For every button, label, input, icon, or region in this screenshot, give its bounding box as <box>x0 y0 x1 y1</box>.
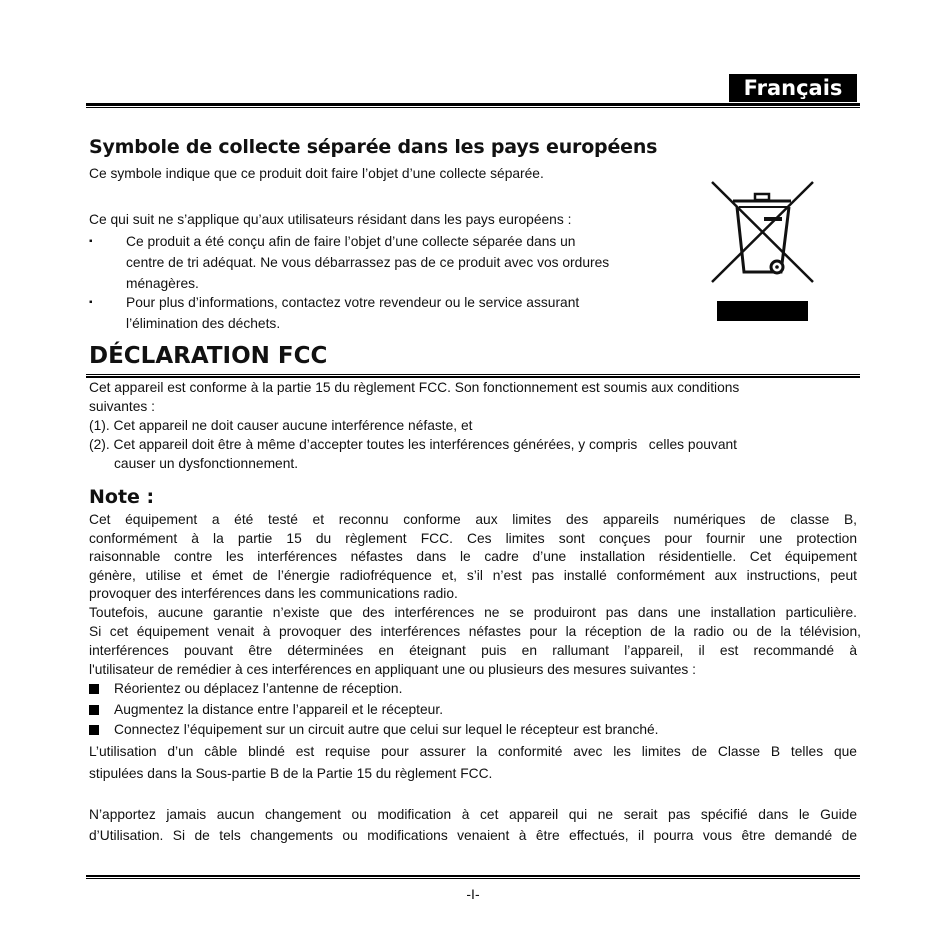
cable-line-1: L’utilisation d’un câble blindé est requise pour assurer la conformité avec les limites de Classe B telles que <box>89 744 857 759</box>
weee-bullet-1-line-1: Ce produit a été conçu afin de faire l’objet d’une collecte séparée dans un <box>126 234 576 249</box>
note-p1-line-4: génère, utilise et émet de l’énergie radiofréquence et, s’il n’est pas installé conformément aux instructions, peut <box>89 568 857 583</box>
crossed-out-wheelie-bin-icon <box>709 179 817 324</box>
fcc-line-2: suivantes : <box>89 399 155 414</box>
measure-1: Réorientez ou déplacez l’antenne de réception. <box>114 681 403 696</box>
note-p1-line-3: raisonnable contre les interférences néfastes dans le cadre d’une installation résidentielle. Cet équipement <box>89 549 857 564</box>
fcc-heading: DÉCLARATION FCC <box>89 343 328 369</box>
note-heading: Note : <box>89 486 155 508</box>
measure-3: Connectez l’équipement sur un circuit autre que celui sur lequel le récepteur est branché. <box>114 722 659 737</box>
weee-heading: Symbole de collecte séparée dans les pays européens <box>89 136 658 158</box>
fcc-line-3: (1). Cet appareil ne doit causer aucune interférence néfaste, et <box>89 418 473 433</box>
changes-line-1: N’apportez jamais aucun changement ou modification à cet appareil qui ne serait pas spécifié dans le Guide <box>89 807 857 822</box>
weee-bullet-1-line-2: centre de tri adéquat. Ne vous débarrassez pas de ce produit avec vos ordures <box>126 255 610 270</box>
square-bullet-icon <box>89 705 99 715</box>
bullet-marker: ▪ <box>89 236 93 247</box>
fcc-line-5: causer un dysfonctionnement. <box>114 456 299 471</box>
note-p2-line-1: Toutefois, aucune garantie n’existe que des interférences ne se produiront pas dans une installation particulière. <box>89 605 857 620</box>
note-p1-line-5: provoquer des interférences dans les communications radio. <box>89 586 458 601</box>
weee-applies: Ce qui suit ne s’applique qu’aux utilisateurs résidant dans les pays européens : <box>89 212 572 227</box>
changes-line-2: d’Utilisation. Si de tels changements ou modifications venaient à être effectués, il pourra vous être demandé de <box>89 828 857 843</box>
header-rule <box>86 103 860 106</box>
fcc-line-4: (2). Cet appareil doit être à même d’accepter toutes les interférences générées, y compris celles pouvant <box>89 437 738 452</box>
page-number: -I- <box>466 886 480 902</box>
language-label: Français <box>729 74 857 102</box>
cable-line-2: stipulées dans la Sous-partie B de la Partie 15 du règlement FCC. <box>89 766 493 781</box>
fcc-line-1: Cet appareil est conforme à la partie 15 du règlement FCC. Son fonctionnement est soumis aux conditions <box>89 380 740 395</box>
footer-rule <box>86 875 860 877</box>
bullet-marker: ▪ <box>89 297 93 308</box>
note-p2-line-2: Si cet équipement venait à provoquer des interférences néfastes pour la réception de la radio ou de la télévision, <box>89 624 861 639</box>
header-rule-thin <box>86 107 860 108</box>
note-p1-line-2: conformément à la partie 15 du règlement FCC. Ces limites sont conçues pour fournir une protection <box>89 531 857 546</box>
measure-2: Augmentez la distance entre l’appareil et le récepteur. <box>114 702 444 717</box>
fcc-rule <box>86 374 860 375</box>
note-p1-line-1: Cet équipement a été testé et reconnu conforme aux limites des appareils numériques de classe B, <box>89 512 857 527</box>
weee-intro: Ce symbole indique que ce produit doit faire l’objet d’une collecte séparée. <box>89 166 544 181</box>
weee-bullet-2-line-2: l’élimination des déchets. <box>126 316 281 331</box>
note-p2-line-4: l'utilisateur de remédier à ces interférences en appliquant une ou plusieurs des mesures suivantes : <box>89 662 696 677</box>
footer-rule-thin <box>86 878 860 879</box>
note-p2-line-3: interférences pouvant être déterminées en éteignant puis en rallumant l’appareil, il est recommandé à <box>89 643 857 658</box>
weee-bullet-1-line-3: ménagères. <box>126 276 199 291</box>
weee-bullet-2-line-1: Pour plus d’informations, contactez votre revendeur ou le service assurant <box>126 295 580 310</box>
square-bullet-icon <box>89 725 99 735</box>
square-bullet-icon <box>89 684 99 694</box>
